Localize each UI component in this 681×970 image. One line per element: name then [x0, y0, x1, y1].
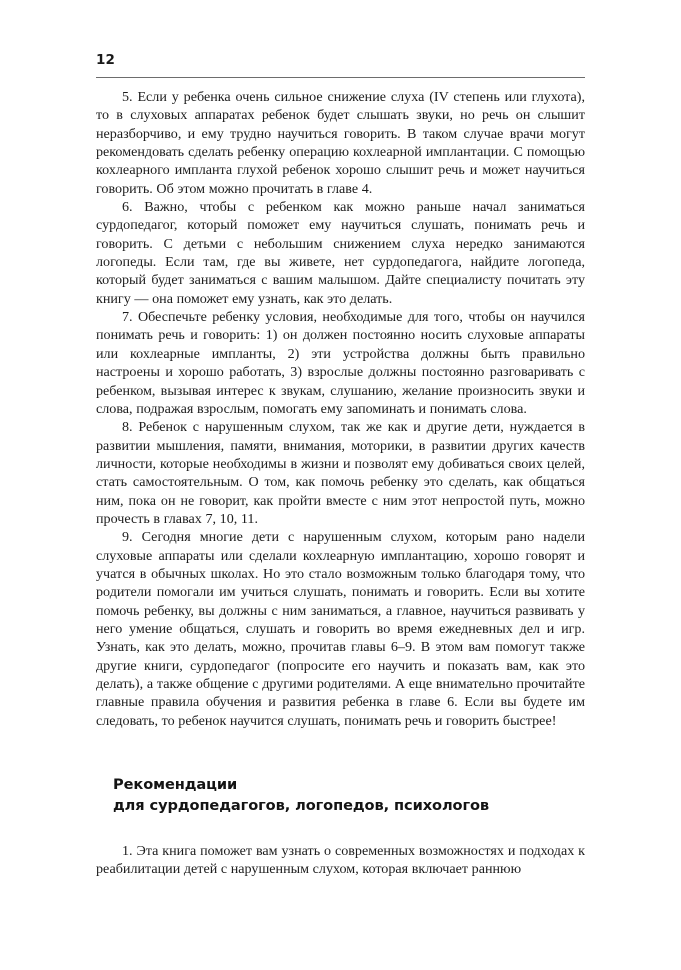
section-paragraph-1: 1. Эта книга поможет вам узнать о современных возможностях и подходах к реабилитации детей с нарушенным слухом, которая включает раннюю [96, 843, 585, 878]
paragraph-5: 5. Если у ребенка очень сильное снижение слуха (IV степень или глухота), то в слуховых аппаратах ребенок будет слышать звуки, но речь он слышит неразборчиво, и ему трудно научиться говорить. В таком случае врачи могут рекомендовать сделать ребенку операцию кохлеарной имплантации. С помощью кохлеарного импланта глухой ребенок хорошо слышит речь и может научиться говорить. Об этом можно прочитать в главе 4. [96, 89, 585, 197]
section-heading-line-1: Рекомендации [113, 776, 238, 794]
paragraph-7: 7. Обеспечьте ребенку условия, необходимые для того, чтобы он научился понимать речь и говорить: 1) он должен постоянно носить слуховые аппараты или кохлеарные импланты, 2) эти устройства должны быть правильно настроены и хорошо работать, 3) взрослые должны постоянно разговаривать с ребенком, вызывая интерес к звукам, слушанию, желание произносить звуки и слова, подражая взрослым, помогать ему запоминать и понимать слова. [96, 309, 585, 417]
heading-spacer-below [96, 816, 585, 842]
section-heading [96, 774, 585, 816]
heading-spacer-above [96, 730, 585, 774]
header-rule [96, 77, 585, 78]
paragraph-9: 9. Сегодня многие дети с нарушенным слухом, которым рано надели слуховые аппараты или сделали кохлеарную имплантацию, хорошо говорят и учатся в обычных школах. Но это стало возможным только благодаря тому, что родители помогали им учиться слушать, понимать и говорить. Если вы хотите помочь ребенку, вы должны с ним заниматься, а главное, научиться развивать у него умение общаться, слушать и говорить во время ежедневных дел и игр. Узнать, как это делать, можно, прочитав главы 6–9. В этом вам помогут также другие книги, сурдопедагог (попросите его научить и показать вам, как это делать), а также общение с другими родителями. А еще внимательно прочитайте главные правила обучения и развития ребенка в главе 6. Если вы будете им следовать, то ребенок научится слушать, понимать речь и говорить быстрее! [96, 529, 585, 729]
text-column [96, 88, 585, 879]
page-number: 12 [96, 52, 115, 68]
section-heading-line-2: для сурдопедагогов, логопедов, психологов [113, 797, 490, 815]
paragraph-6: 6. Важно, чтобы с ребенком как можно раньше начал заниматься сурдопедагог, который поможет ему научиться слушать, понимать речь и говорить. С детьми с небольшим снижением слуха нередко занимаются логопеды. Если там, где вы живете, нет сурдопедагога, найдите логопеда, который будет заниматься с вашим малышом. Дайте специалисту почитать эту книгу — она поможет ему узнать, как это делать. [96, 199, 585, 307]
running-head [96, 52, 585, 68]
paragraph-8: 8. Ребенок с нарушенным слухом, так же как и другие дети, нуждается в развитии мышления, памяти, внимания, моторики, в развитии других качеств личности, которые необходимы в жизни и позволят ему добиваться своих целей, стать самостоятельным. О том, как помочь ребенку это сделать, как общаться ним, пока он не говорит, как пройти вместе с ним этот непростой путь, можно прочесть в главах 7, 10, 11. [96, 419, 585, 527]
